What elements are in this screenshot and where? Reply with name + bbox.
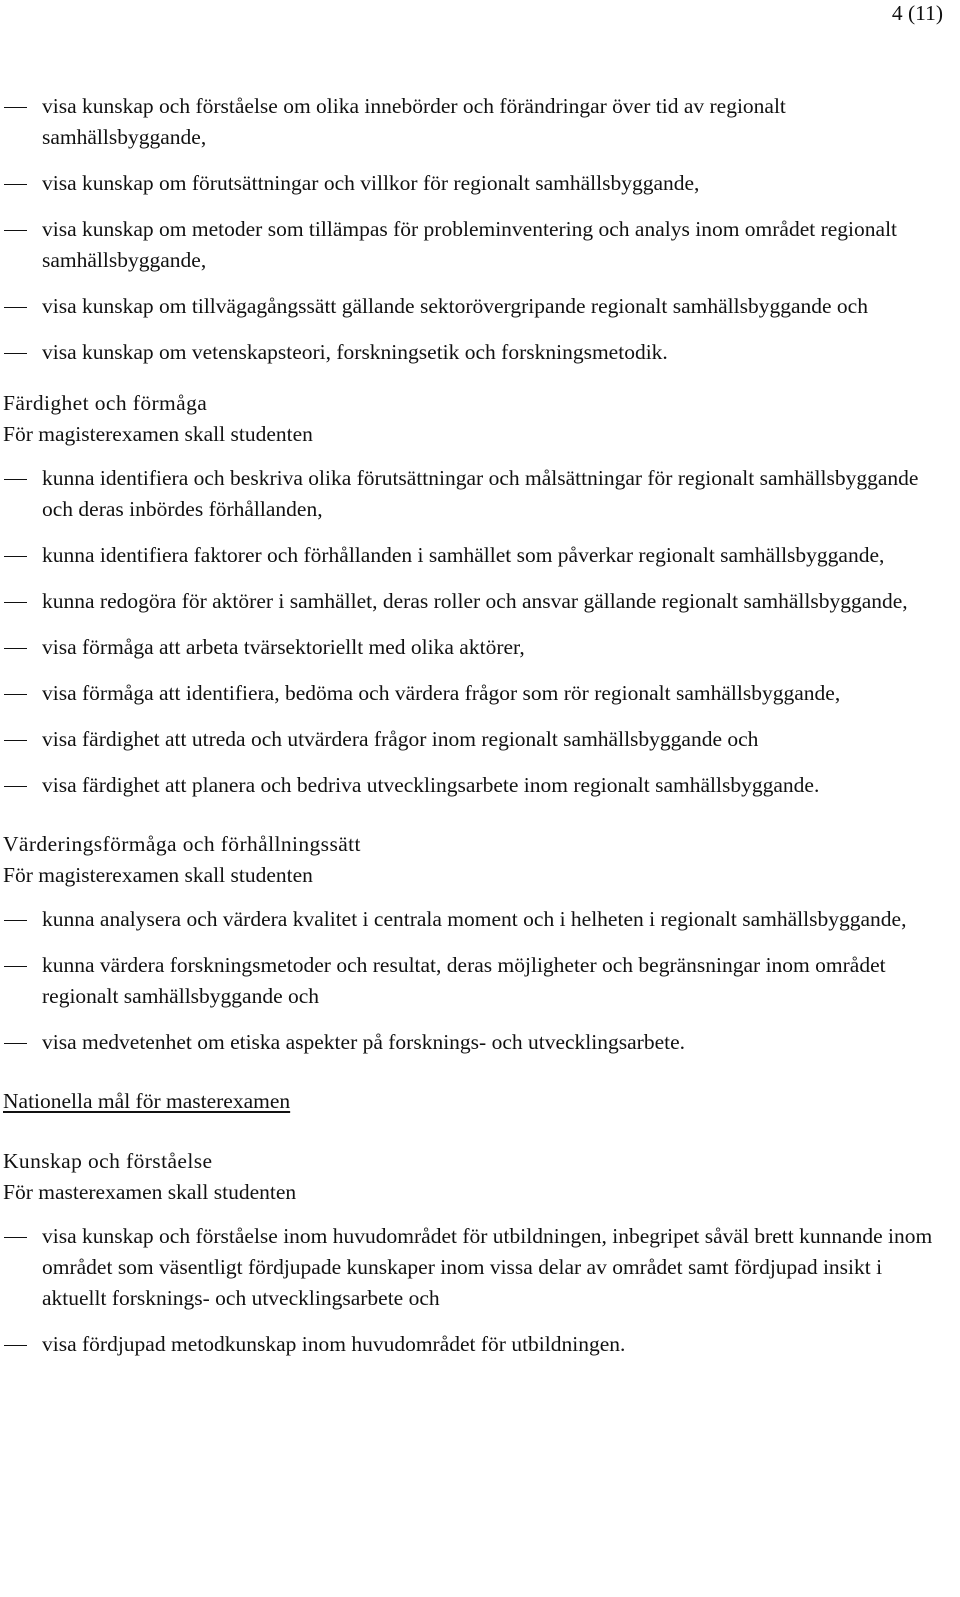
list-item xyxy=(3,291,948,322)
list-item xyxy=(3,586,948,617)
list-item-text: kunna identifiera och beskriva olika förutsättningar och målsättningar för regionalt samhällsbyggande och deras inbördes förhållanden, xyxy=(42,466,919,521)
section-intro-skills: För magisterexamen skall studenten xyxy=(3,422,313,446)
list-item-text: visa färdighet att planera och bedriva utvecklingsarbete inom regionalt samhällsbyggande. xyxy=(42,773,820,797)
knowledge-list xyxy=(3,91,948,368)
section-intro-values: För magisterexamen skall studenten xyxy=(3,863,313,887)
list-item-text: visa kunskap om förutsättningar och villkor för regionalt samhällsbyggande, xyxy=(42,171,700,195)
document-body xyxy=(3,91,948,1375)
list-item-text: kunna värdera forskningsmetoder och resultat, deras möjligheter och begränsningar inom området regionalt samhällsbyggande och xyxy=(42,953,886,1008)
master-goals-heading: Nationella mål för masterexamen xyxy=(3,1089,291,1113)
section-heading-values: Värderingsförmåga och förhållningssätt xyxy=(3,832,361,856)
list-item-text: visa kunskap och förståelse inom huvudområdet för utbildningen, inbegripet såväl brett kunnande inom området som väsentligt fördjupade kunskaper inom vissa delar av området samt fördjupad insikt i aktuellt forsknings- och utvecklingsarbete och xyxy=(42,1224,933,1310)
list-item xyxy=(3,770,948,801)
list-item xyxy=(3,1221,948,1314)
list-item-text: visa förmåga att identifiera, bedöma och värdera frågor som rör regionalt samhällsbyggande, xyxy=(42,681,841,705)
list-item-text: visa kunskap och förståelse om olika innebörder och förändringar över tid av regionalt samhällsbyggande, xyxy=(42,94,786,149)
list-item-text: kunna identifiera faktorer och förhållanden i samhället som påverkar regionalt samhällsbyggande, xyxy=(42,543,885,567)
list-item-text: visa kunskap om metoder som tillämpas för probleminventering och analys inom området regionalt samhällsbyggande, xyxy=(42,217,898,272)
list-item-text: visa kunskap om vetenskapsteori, forskningsetik och forskningsmetodik. xyxy=(42,340,668,364)
skills-list xyxy=(3,463,948,801)
list-item-text: visa förmåga att arbeta tvärsektoriellt med olika aktörer, xyxy=(42,635,525,659)
list-item xyxy=(3,678,948,709)
list-item-text: visa färdighet att utreda och utvärdera frågor inom regionalt samhällsbyggande och xyxy=(42,727,759,751)
page-number: 4 (11) xyxy=(891,1,943,25)
list-item xyxy=(3,168,948,199)
list-item xyxy=(3,724,948,755)
list-item-text: kunna redogöra för aktörer i samhället, deras roller och ansvar gällande regionalt samhällsbyggande, xyxy=(42,589,908,613)
list-item-text: visa kunskap om tillvägagångssätt gällande sektorövergripande regionalt samhällsbyggande och xyxy=(42,294,868,318)
list-item xyxy=(3,91,948,153)
section-heading-master-knowledge: Kunskap och förståelse xyxy=(3,1149,213,1173)
list-item xyxy=(3,214,948,276)
list-item xyxy=(3,904,948,935)
section-heading-skills: Färdighet och förmåga xyxy=(3,391,208,415)
section-intro-master-knowledge: För masterexamen skall studenten xyxy=(3,1180,297,1204)
master-knowledge-list xyxy=(3,1221,948,1360)
list-item xyxy=(3,950,948,1012)
list-item-text: visa medvetenhet om etiska aspekter på forsknings- och utvecklingsarbete. xyxy=(42,1030,686,1054)
list-item xyxy=(3,540,948,571)
list-item xyxy=(3,1027,948,1058)
list-item xyxy=(3,337,948,368)
list-item-text: kunna analysera och värdera kvalitet i centrala moment och i helheten i regionalt samhällsbyggande, xyxy=(42,907,907,931)
list-item xyxy=(3,463,948,525)
list-item xyxy=(3,1329,948,1360)
list-item-text: visa fördjupad metodkunskap inom huvudområdet för utbildningen. xyxy=(42,1332,626,1356)
list-item xyxy=(3,632,948,663)
values-list xyxy=(3,904,948,1058)
